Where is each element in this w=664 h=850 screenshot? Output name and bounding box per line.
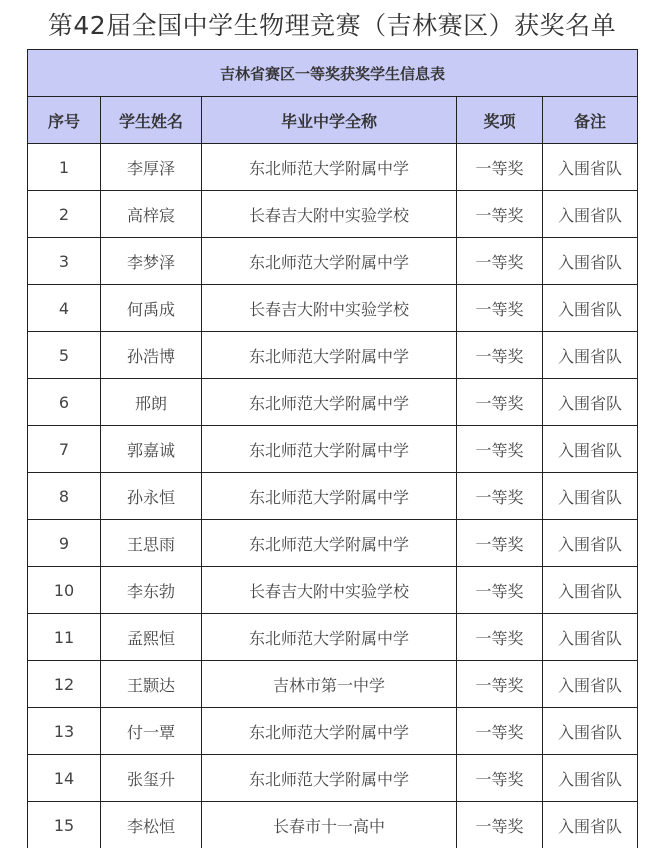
cell-school: 长春吉大附中实验学校 bbox=[202, 285, 457, 332]
cell-student-name: 李厚泽 bbox=[101, 144, 202, 191]
cell-award: 一等奖 bbox=[457, 802, 543, 849]
cell-serial: 15 bbox=[28, 802, 101, 849]
cell-note: 入围省队 bbox=[543, 661, 638, 708]
cell-note: 入围省队 bbox=[543, 473, 638, 520]
cell-note: 入围省队 bbox=[543, 520, 638, 567]
cell-serial: 11 bbox=[28, 614, 101, 661]
cell-note: 入围省队 bbox=[543, 567, 638, 614]
cell-note: 入围省队 bbox=[543, 144, 638, 191]
cell-school: 吉林市第一中学 bbox=[202, 661, 457, 708]
cell-note: 入围省队 bbox=[543, 332, 638, 379]
header-serial: 序号 bbox=[28, 97, 101, 144]
cell-school: 东北师范大学附属中学 bbox=[202, 144, 457, 191]
table-row bbox=[28, 802, 638, 849]
table-row bbox=[28, 238, 638, 285]
table-row bbox=[28, 567, 638, 614]
table-row bbox=[28, 191, 638, 238]
cell-serial: 5 bbox=[28, 332, 101, 379]
cell-serial: 7 bbox=[28, 426, 101, 473]
table-caption-row bbox=[28, 50, 638, 97]
header-school: 毕业中学全称 bbox=[202, 97, 457, 144]
cell-school: 东北师范大学附属中学 bbox=[202, 473, 457, 520]
cell-note: 入围省队 bbox=[543, 755, 638, 802]
cell-student-name: 高梓宸 bbox=[101, 191, 202, 238]
cell-school: 东北师范大学附属中学 bbox=[202, 238, 457, 285]
cell-school: 长春吉大附中实验学校 bbox=[202, 191, 457, 238]
cell-school: 东北师范大学附属中学 bbox=[202, 520, 457, 567]
cell-student-name: 张玺升 bbox=[101, 755, 202, 802]
cell-student-name: 邢朗 bbox=[101, 379, 202, 426]
table-row bbox=[28, 755, 638, 802]
cell-student-name: 王思雨 bbox=[101, 520, 202, 567]
table-row bbox=[28, 426, 638, 473]
cell-award: 一等奖 bbox=[457, 614, 543, 661]
cell-student-name: 王颢达 bbox=[101, 661, 202, 708]
cell-note: 入围省队 bbox=[543, 238, 638, 285]
table-row bbox=[28, 473, 638, 520]
cell-award: 一等奖 bbox=[457, 285, 543, 332]
cell-school: 东北师范大学附属中学 bbox=[202, 755, 457, 802]
table-row bbox=[28, 285, 638, 332]
cell-serial: 3 bbox=[28, 238, 101, 285]
cell-student-name: 李东勃 bbox=[101, 567, 202, 614]
cell-student-name: 付一覃 bbox=[101, 708, 202, 755]
cell-award: 一等奖 bbox=[457, 144, 543, 191]
cell-serial: 10 bbox=[28, 567, 101, 614]
cell-note: 入围省队 bbox=[543, 379, 638, 426]
cell-serial: 8 bbox=[28, 473, 101, 520]
cell-award: 一等奖 bbox=[457, 238, 543, 285]
cell-school: 东北师范大学附属中学 bbox=[202, 614, 457, 661]
cell-serial: 6 bbox=[28, 379, 101, 426]
cell-award: 一等奖 bbox=[457, 473, 543, 520]
cell-student-name: 孟熙恒 bbox=[101, 614, 202, 661]
table-header-row bbox=[28, 97, 638, 144]
award-table bbox=[27, 49, 638, 848]
cell-school: 东北师范大学附属中学 bbox=[202, 332, 457, 379]
cell-serial: 13 bbox=[28, 708, 101, 755]
cell-award: 一等奖 bbox=[457, 661, 543, 708]
cell-award: 一等奖 bbox=[457, 755, 543, 802]
table-row bbox=[28, 520, 638, 567]
table-caption: 吉林省赛区一等奖获奖学生信息表 bbox=[28, 50, 638, 97]
cell-note: 入围省队 bbox=[543, 285, 638, 332]
cell-note: 入围省队 bbox=[543, 191, 638, 238]
table-row bbox=[28, 708, 638, 755]
header-student-name: 学生姓名 bbox=[101, 97, 202, 144]
header-award: 奖项 bbox=[457, 97, 543, 144]
cell-award: 一等奖 bbox=[457, 332, 543, 379]
cell-school: 长春吉大附中实验学校 bbox=[202, 567, 457, 614]
table-row bbox=[28, 379, 638, 426]
table-row bbox=[28, 332, 638, 379]
cell-school: 长春市十一高中 bbox=[202, 802, 457, 849]
cell-school: 东北师范大学附属中学 bbox=[202, 379, 457, 426]
cell-serial: 12 bbox=[28, 661, 101, 708]
cell-note: 入围省队 bbox=[543, 708, 638, 755]
cell-school: 东北师范大学附属中学 bbox=[202, 708, 457, 755]
cell-serial: 4 bbox=[28, 285, 101, 332]
cell-award: 一等奖 bbox=[457, 708, 543, 755]
cell-award: 一等奖 bbox=[457, 426, 543, 473]
cell-student-name: 李松恒 bbox=[101, 802, 202, 849]
header-note: 备注 bbox=[543, 97, 638, 144]
page-title: 第42届全国中学生物理竞赛（吉林赛区）获奖名单 bbox=[47, 11, 617, 40]
cell-student-name: 郭嘉诚 bbox=[101, 426, 202, 473]
cell-serial: 9 bbox=[28, 520, 101, 567]
cell-award: 一等奖 bbox=[457, 191, 543, 238]
cell-award: 一等奖 bbox=[457, 520, 543, 567]
cell-note: 入围省队 bbox=[543, 614, 638, 661]
cell-note: 入围省队 bbox=[543, 426, 638, 473]
cell-serial: 1 bbox=[28, 144, 101, 191]
cell-student-name: 李梦泽 bbox=[101, 238, 202, 285]
cell-note: 入围省队 bbox=[543, 802, 638, 849]
cell-student-name: 孙永恒 bbox=[101, 473, 202, 520]
cell-award: 一等奖 bbox=[457, 379, 543, 426]
cell-school: 东北师范大学附属中学 bbox=[202, 426, 457, 473]
cell-serial: 14 bbox=[28, 755, 101, 802]
cell-serial: 2 bbox=[28, 191, 101, 238]
table-row bbox=[28, 661, 638, 708]
table-row bbox=[28, 144, 638, 191]
cell-student-name: 何禹成 bbox=[101, 285, 202, 332]
table-row bbox=[28, 614, 638, 661]
cell-student-name: 孙浩博 bbox=[101, 332, 202, 379]
cell-award: 一等奖 bbox=[457, 567, 543, 614]
